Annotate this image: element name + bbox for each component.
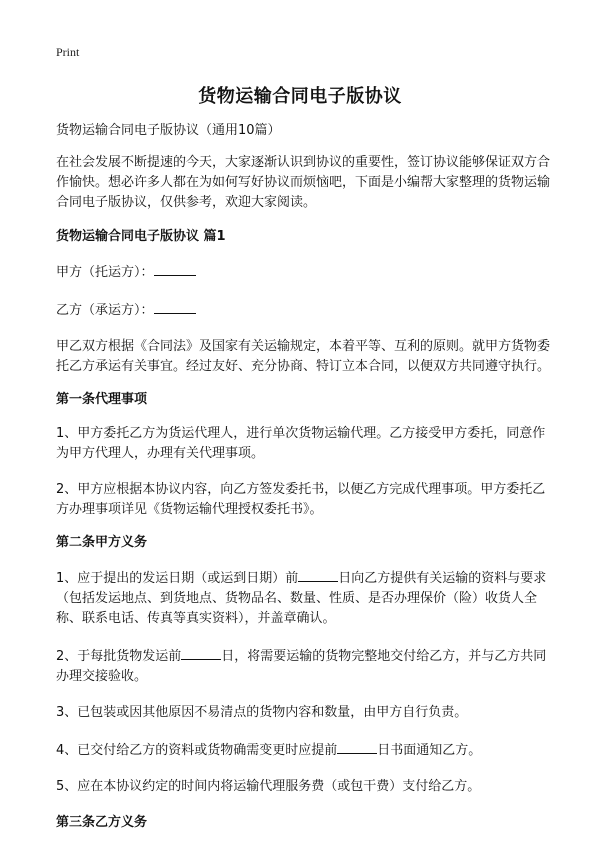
article2-item-1-part-b: 日向乙方提供有关运输的资料与要求（包括发运地点、到货地点、货物品名、数量、性质、是否办理保价（险）收货人全称、联系电话、传真等真实资料），并盖章确认。 — [56, 571, 547, 626]
document-body — [56, 121, 550, 847]
blank-field — [181, 645, 221, 660]
document-title: 货物运输合同电子版协议 — [198, 86, 402, 107]
article2-item-4-part-a: 4、已交付给乙方的资料或货物确需变更时应提前 — [56, 743, 338, 758]
article3-heading: 第三条乙方义务 — [56, 815, 148, 830]
preamble-paragraph: 甲乙双方根据《合同法》及国家有关运输规定，本着平等、互利的原则。就甲方货物委托乙方承运有关事宜。经过友好、充分协商、特订立本合同，以便双方共同遵守执行。 — [56, 339, 551, 374]
party-a-blank — [154, 261, 196, 276]
article2-item-1-part-a: 1、应于提出的发运日期（或运到日期）前 — [56, 571, 299, 586]
party-b-label: 乙方（承运方）： — [56, 303, 154, 318]
article2-item-4-part-b: 日书面通知乙方。 — [377, 743, 482, 758]
article1-item-2: 2、甲方应根据本协议内容，向乙方签发委托书，以便乙方完成代理事项。甲方委托乙方办理事项详见《货物运输代理授权委托书》。 — [56, 482, 546, 517]
article2-heading: 第二条甲方义务 — [56, 535, 148, 550]
party-a-label: 甲方（托运方）： — [56, 265, 154, 280]
blank-field — [337, 739, 377, 754]
article2-item-2-part-a: 2、于每批货物发运前 — [56, 649, 182, 664]
blank-field — [298, 567, 338, 582]
article2-item-1 — [56, 567, 550, 629]
party-b-blank — [154, 299, 196, 314]
article2-item-3: 3、已包装或因其他原因不易清点的货物内容和数量，由甲方自行负责。 — [56, 705, 468, 720]
article2-item-2 — [56, 645, 550, 687]
article2-item-2-part-b: 日，将需要运输的货物完整地交付给乙方，并与乙方共同办理交接验收。 — [56, 649, 547, 684]
article2-item-4 — [56, 739, 550, 761]
intro-paragraph: 在社会发展不断提速的今天，大家逐渐认识到协议的重要性，签订协议能够保证双方合作愉快。想必许多人都在为如何写好协议而烦恼吧，下面是小编帮大家整理的货物运输合同电子版协议，仅供参考，欢迎大家阅读。 — [56, 155, 551, 210]
article1-heading: 第一条代理事项 — [56, 392, 148, 407]
section-heading: 货物运输合同电子版协议 篇1 — [56, 229, 226, 244]
article2-item-5: 5、应在本协议约定的时间内将运输代理服务费（或包干费）支付给乙方。 — [56, 779, 481, 794]
party-b-line — [56, 299, 550, 321]
print-link[interactable]: Print — [56, 45, 80, 59]
document-subtitle: 货物运输合同电子版协议（通用10篇） — [56, 123, 281, 138]
article1-item-1: 1、甲方委托乙方为货运代理人，进行单次货物运输代理。乙方接受甲方委托，同意作为甲方代理人，办理有关代理事项。 — [56, 426, 546, 461]
party-a-line — [56, 261, 550, 283]
